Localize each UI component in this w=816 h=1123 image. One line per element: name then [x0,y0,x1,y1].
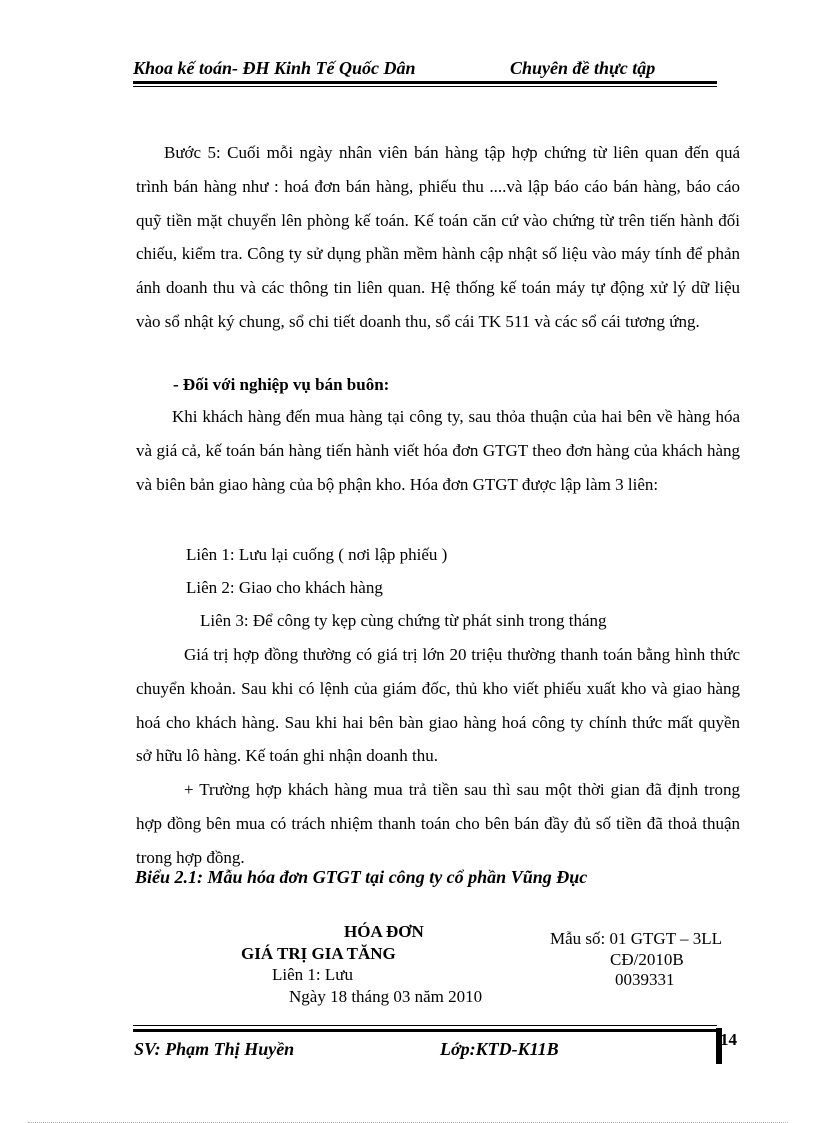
copy-2-item: Liên 2: Giao cho khách hàng [186,578,383,597]
header-right: Chuyên đề thực tập [510,58,656,78]
invoice-number: 0039331 [615,970,675,989]
paragraph-step5: Bước 5: Cuối mỗi ngày nhân viên bán hàng tập hợp chứng từ liên quan đến quá trình bán hàng như : hoá đơn bán hàng, phiếu thu ....và lập báo cáo bán hàng, báo cáo quỹ tiền mặt chuyển lên phòng kế toán. Kế toán căn cứ vào chứng từ trên tiến hành đối chiếu, kiểm tra. Công ty sử dụng phần mềm hành cập nhật số liệu vào máy tính để phản ánh doanh thu và các thông tin liên quan. Hệ thống kế toán máy tự động xử lý dữ liệu vào sổ nhật ký chung, sổ chi tiết doanh thu, sổ cái TK 511 và các sổ cái tương ứng. [136,143,740,331]
subheading-wholesale: - Đối với nghiệp vụ bán buôn: [173,375,390,394]
header-left: Khoa kế toán- ĐH Kinh Tế Quốc Dân [133,58,416,78]
invoice-title: HÓA ĐƠN [344,922,424,941]
invoice-date: Ngày 18 tháng 03 năm 2010 [289,987,483,1006]
invoice-copy-label: Liên 1: Lưu [272,965,353,984]
paragraph-contract-value: Giá trị hợp đồng thường có giá trị lớn 20 triệu thường thanh toán bằng hình thức chuyển khoản. Sau khi có lệnh của giám đốc, thủ kho viết phiếu xuất kho và giao hàng hoá cho khách hàng. Sau khi hai bên bàn giao hàng hoá công ty chính thức mất quyền sở hữu lô hàng. Kế toán ghi nhận doanh thu. [136,645,740,766]
page-number: 14 [720,1030,737,1049]
footer-student: SV: Phạm Thị Huyền [134,1039,295,1059]
figure-caption: Biểu 2.1: Mẫu hóa đơn GTGT tại công ty cổ phần Vũng Đục [135,867,588,887]
header-rule-thick [133,81,717,84]
copy-3-item: Liên 3: Để công ty kẹp cùng chứng từ phát sinh trong tháng [200,611,607,630]
invoice-subtitle: GIÁ TRỊ GIA TĂNG [241,944,396,963]
invoice-form-number: Mẫu số: 01 GTGT – 3LL [550,929,723,948]
footer-class: Lớp:KTD-K11B [440,1039,559,1059]
invoice-series: CĐ/2010B [610,950,684,969]
paragraph-deferred-payment: + Trường hợp khách hàng mua trả tiền sau thì sau một thời gian đã định trong hợp đồng bên mua có trách nhiệm thanh toán cho bên bán đầy đủ số tiền đã thoả thuận trong hợp đồng. [136,780,740,867]
copy-1-item: Liên 1: Lưu lại cuống ( nơi lập phiếu ) [186,545,448,564]
footer-rule-thin [133,1025,717,1026]
footer-rule-thick [133,1029,717,1032]
paragraph-wholesale: Khi khách hàng đến mua hàng tại công ty, sau thỏa thuận của hai bên về hàng hóa và giá cả, kế toán bán hàng tiến hành viết hóa đơn GTGT theo đơn hàng của khách hàng và biên bản giao hàng của bộ phận kho. Hóa đơn GTGT được lập làm 3 liên: [136,407,740,494]
header-rule-thin [133,86,717,87]
